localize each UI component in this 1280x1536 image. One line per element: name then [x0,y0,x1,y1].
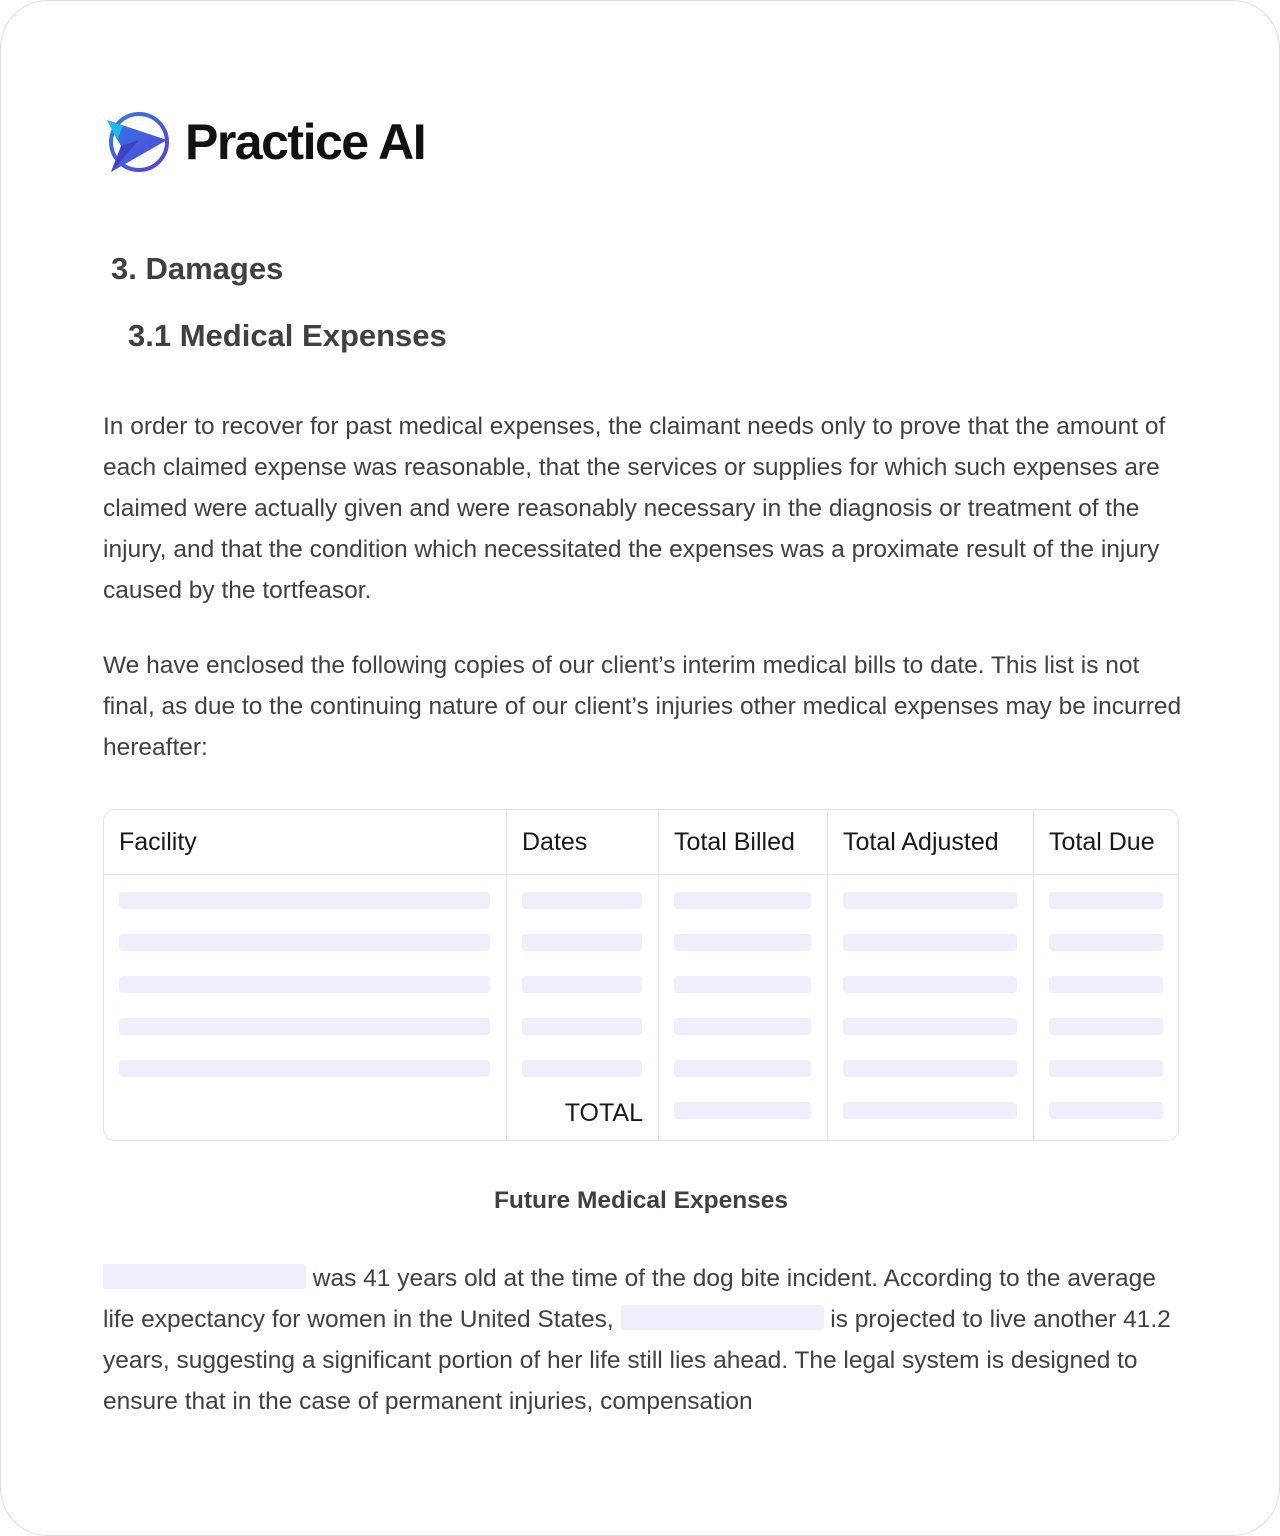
placeholder-cell [843,1060,1017,1077]
column-total-due [1034,810,1179,1140]
brand-name: Practice AI [185,114,426,170]
section-heading: 3. Damages [111,251,284,286]
placeholder-cell [843,892,1017,909]
placeholder-cell [1049,1060,1163,1077]
placeholder-total-cell [843,1102,1017,1119]
placeholder-total-cell [1049,1102,1163,1119]
placeholder-cell [119,892,490,909]
placeholder-cell [522,934,642,951]
placeholder-cell [119,1060,490,1077]
future-text-segment: was 41 years old at the time of the dog bite incident. According to the average life expectancy for women in the United States, [103,1265,1156,1333]
column-dates [507,810,659,1140]
column-header: Total Adjusted [828,810,1033,875]
column-header: Dates [507,810,658,875]
placeholder-cell [522,1060,642,1077]
placeholder-cell [1049,1018,1163,1035]
placeholder-cell [522,1018,642,1035]
placeholder-cell [674,1060,811,1077]
paragraph-enclosed-bills: We have enclosed the following copies of our client’s interim medical bills to date. This list is not final, as due to the continuing nature of our client’s injuries other medical expenses may be incurred hereafter: [103,652,1182,761]
placeholder-cell [843,976,1017,993]
placeholder-cell [1049,976,1163,993]
placeholder-cell [119,976,490,993]
future-expenses-title: Future Medical Expenses [493,1187,789,1214]
subsection-heading: 3.1 Medical Expenses [128,318,447,353]
placeholder-cell [1049,934,1163,951]
paragraph-future-expenses [103,1258,1183,1422]
placeholder-cell [674,934,811,951]
column-total-adjusted [828,810,1034,1140]
column-header: Total Due [1034,810,1179,875]
column-header: Facility [104,810,506,875]
placeholder-cell [522,976,642,993]
placeholder-cell [674,976,811,993]
placeholder-cell [119,934,490,951]
paragraph-recovery-standard: In order to recover for past medical expenses, the claimant needs only to prove that the amount of each claimed expense was reasonable, that the services or supplies for which such expenses are claimed were actually given and were reasonably necessary in the diagnosis or treatment of the injury, and that the condition which necessitated the expenses was a proximate result of the injury caused by the tortfeasor. [103,413,1166,604]
placeholder-cell [674,1018,811,1035]
placeholder-cell [1049,892,1163,909]
play-arrow-icon [103,106,175,178]
redacted-name [103,1264,306,1289]
medical-bills-table [103,809,1179,1141]
future-text-segment: is projected to live another 41.2 years, suggesting a significant portion of her life still lies ahead. The legal system is designed to ensure that in the case of permanent injuries, compensation [103,1306,1171,1415]
placeholder-cell [843,1018,1017,1035]
column-total-billed [659,810,828,1140]
placeholder-total-cell [674,1102,811,1119]
column-header: Total Billed [659,810,827,875]
redacted-name [621,1305,824,1330]
placeholder-cell [674,892,811,909]
total-label: TOTAL [564,1099,643,1127]
placeholder-cell [522,892,642,909]
placeholder-cell [843,934,1017,951]
placeholder-cell [119,1018,490,1035]
brand-logo [103,105,425,179]
column-facility [104,810,507,1140]
